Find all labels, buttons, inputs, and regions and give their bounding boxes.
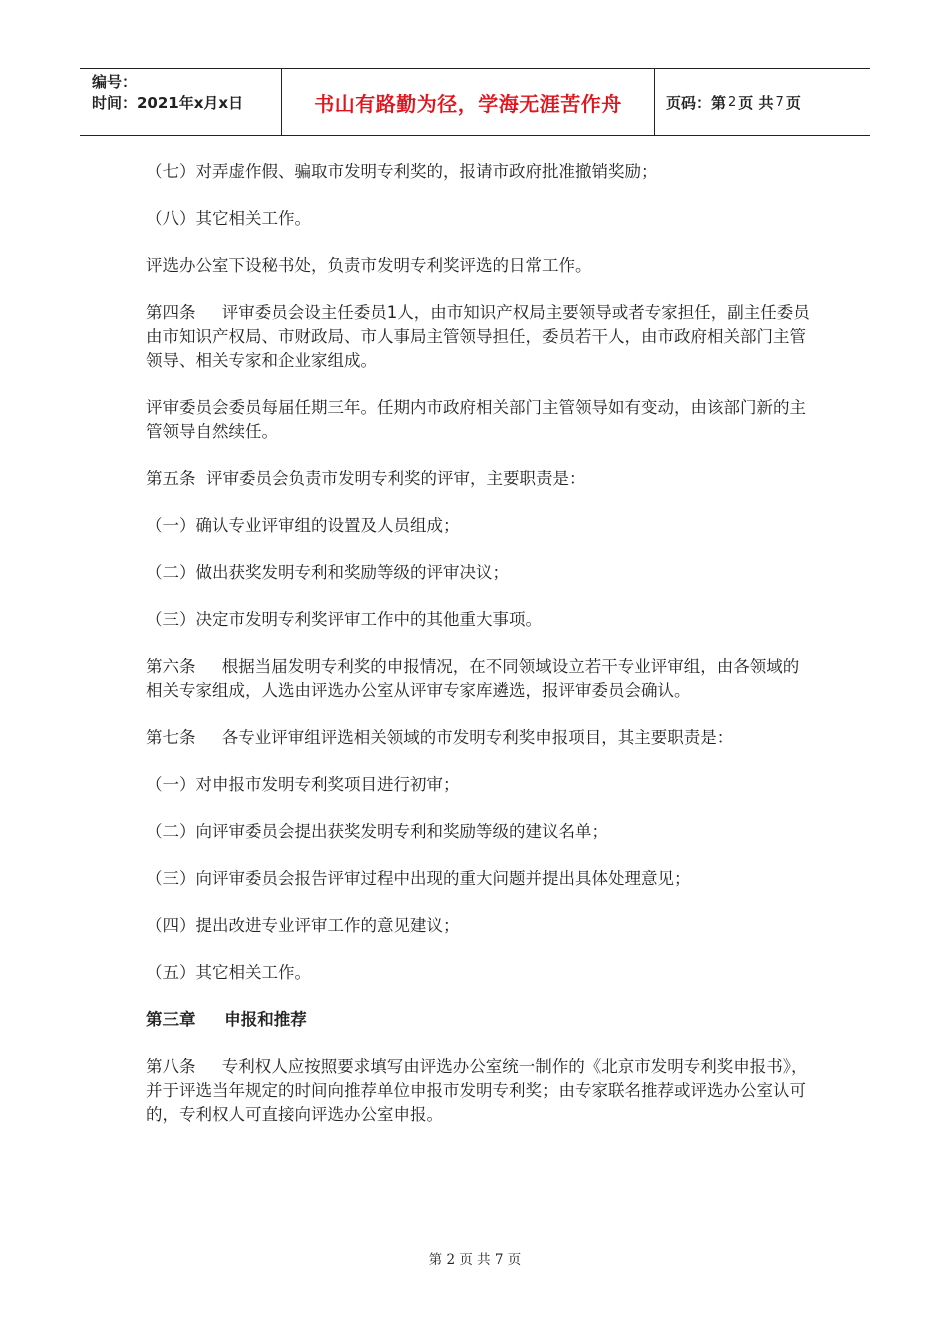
page-current-number: 2	[728, 94, 737, 110]
paragraph-secretariat: 评选办公室下设秘书处，负责市发明专利奖评选的日常工作。	[146, 256, 592, 275]
paragraph-item-7: （七）对弄虚作假、骗取市发明专利奖的，报请市政府批准撤销奖励；	[146, 162, 658, 181]
article-7-item-3: （三）向评审委员会报告评审过程中出现的重大问题并提出具体处理意见；	[146, 869, 691, 888]
article-7-item-5: （五）其它相关工作。	[146, 963, 311, 982]
article-7-item-2: （二）向评审委员会提出获奖发明专利和奖励等级的建议名单；	[146, 822, 608, 841]
document-number-label: 编号：	[92, 73, 138, 91]
article-7-item-1: （一）对申报市发明专利奖项目进行初审；	[146, 775, 460, 794]
article-7-item-4: （四）提出改进专业评审工作的意见建议；	[146, 916, 460, 935]
page-total-number: 7	[775, 94, 784, 110]
article-5: 第五条 评审委员会负责市发明专利奖的评审，主要职责是：	[146, 469, 586, 488]
article-7: 第七条 各专业评审组评选相关领域的市发明专利奖申报项目，其主要职责是：	[146, 728, 734, 747]
paragraph-term: 评审委员会委员每届任期三年。任期内市政府相关部门主管领导如有变动，由该部门新的主管领导自然续任。	[146, 398, 806, 441]
article-5-item-1: （一）确认专业评审组的设置及人员组成；	[146, 516, 460, 535]
article-8: 第八条 专利权人应按照要求填写由评选办公室统一制作的《北京市发明专利奖申报书》，并于评选当年规定的时间向推荐单位申报市发明专利奖；由专家联名推荐或评选办公室认可的，专利权人可直接向评选办公室申报。	[146, 1057, 808, 1124]
chapter-3-heading: 第三章 申报和推荐	[146, 1010, 307, 1029]
page-mid: 页 共	[738, 93, 774, 112]
document-body	[146, 150, 811, 1127]
header-meta	[80, 69, 282, 135]
header-page-indicator	[655, 69, 870, 135]
page-suffix: 页	[785, 93, 801, 112]
article-4: 第四条 评审委员会设主任委员1人，由市知识产权局主要领导或者专家担任，副主任委员由市知识产权局、市财政局、市人事局主管领导担任，委员若干人，由市政府相关部门主管领导、相关专家和企业家组成。	[146, 303, 810, 370]
page-prefix: 页码：第	[666, 93, 727, 112]
article-5-item-2: （二）做出获奖发明专利和奖励等级的评审决议；	[146, 563, 509, 582]
document-header	[80, 68, 870, 136]
paragraph-item-8: （八）其它相关工作。	[146, 209, 311, 228]
page-footer: 第 2 页 共 7 页	[428, 1252, 522, 1268]
article-6: 第六条 根据当届发明专利奖的申报情况，在不同领域设立若干专业评审组，由各领域的相关专家组成，人选由评选办公室从评审专家库遴选，报评审委员会确认。	[146, 657, 800, 700]
header-motto: 书山有路勤为径，学海无涯苦作舟	[282, 69, 655, 135]
article-5-item-3: （三）决定市发明专利奖评审工作中的其他重大事项。	[146, 610, 542, 629]
document-time-label: 时间：2021年x月x日	[92, 94, 244, 112]
